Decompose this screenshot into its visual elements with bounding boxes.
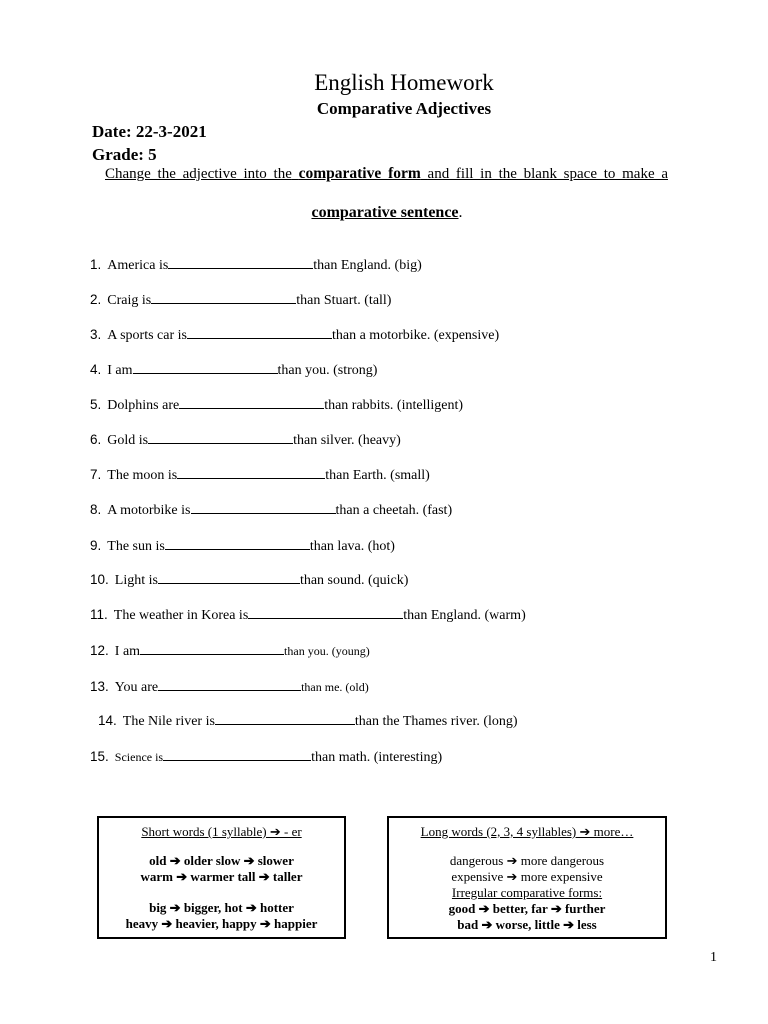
- long-words-line: expensive ➔ more expensive: [451, 869, 603, 884]
- answer-blank[interactable]: [215, 710, 355, 725]
- answer-blank[interactable]: [179, 394, 324, 409]
- answer-blank[interactable]: [168, 254, 313, 269]
- short-words-heading: Short words (1 syllable) ➔ - er: [141, 824, 302, 839]
- long-words-line: dangerous ➔ more dangerous: [449, 853, 605, 868]
- answer-blank[interactable]: [151, 289, 296, 304]
- answer-blank[interactable]: [133, 359, 278, 374]
- question-item: 1. America is than England. (big): [90, 254, 422, 274]
- answer-blank[interactable]: [187, 324, 332, 339]
- short-words-line: big ➔ bigger, hot ➔ hotter: [149, 900, 294, 915]
- instructions-line-2: comparative sentence.: [311, 204, 463, 221]
- answer-blank[interactable]: [148, 429, 293, 444]
- short-words-line: heavy ➔ heavier, happy ➔ happier: [125, 916, 318, 931]
- question-item: 6. Gold is than silver. (heavy): [90, 429, 401, 449]
- short-words-box: [97, 816, 346, 939]
- answer-blank[interactable]: [248, 604, 403, 619]
- page-subtitle: Comparative Adjectives: [316, 99, 492, 118]
- question-item: 12. I am than you. (young): [90, 640, 370, 660]
- question-item: 5. Dolphins are than rabbits. (intelligent): [90, 394, 463, 414]
- question-item: 11. The weather in Korea is than England. (warm): [90, 604, 526, 624]
- page-number: 1: [710, 950, 717, 965]
- answer-blank[interactable]: [158, 569, 300, 584]
- date-label: Date: 22-3-2021: [92, 122, 207, 141]
- short-words-line: old ➔ older slow ➔ slower: [149, 853, 294, 868]
- question-item: 8. A motorbike is than a cheetah. (fast): [90, 499, 452, 519]
- answer-blank[interactable]: [177, 464, 325, 479]
- question-item: 2. Craig is than Stuart. (tall): [90, 289, 391, 309]
- long-words-line: good ➔ better, far ➔ further: [448, 901, 606, 916]
- long-words-heading: Long words (2, 3, 4 syllables) ➔ more…: [420, 824, 634, 839]
- question-item: 9. The sun is than lava. (hot): [90, 535, 395, 555]
- grade-label: Grade: 5: [92, 145, 157, 164]
- question-item: 7. The moon is than Earth. (small): [90, 464, 430, 484]
- question-item: 4. I am than you. (strong): [90, 359, 377, 379]
- long-words-box: [387, 816, 667, 939]
- instructions-line-1: Change the adjective into the comparative form and fill in the blank space to make a: [105, 165, 668, 182]
- short-words-line: warm ➔ warmer tall ➔ taller: [140, 869, 303, 884]
- page-title: English Homework: [314, 70, 494, 95]
- answer-blank[interactable]: [165, 535, 310, 550]
- long-words-line: bad ➔ worse, little ➔ less: [457, 917, 597, 932]
- question-item: 14. The Nile river is than the Thames river. (long): [98, 710, 518, 730]
- question-item: 15. Science is than math. (interesting): [90, 746, 442, 766]
- answer-blank[interactable]: [191, 499, 336, 514]
- question-item: 13. You are than me. (old): [90, 676, 369, 696]
- irregular-forms-heading: Irregular comparative forms:: [451, 885, 603, 900]
- answer-blank[interactable]: [140, 640, 284, 655]
- question-item: 3. A sports car is than a motorbike. (expensive): [90, 324, 499, 344]
- question-item: 10. Light is than sound. (quick): [90, 569, 408, 589]
- answer-blank[interactable]: [158, 676, 301, 691]
- answer-blank[interactable]: [163, 746, 311, 761]
